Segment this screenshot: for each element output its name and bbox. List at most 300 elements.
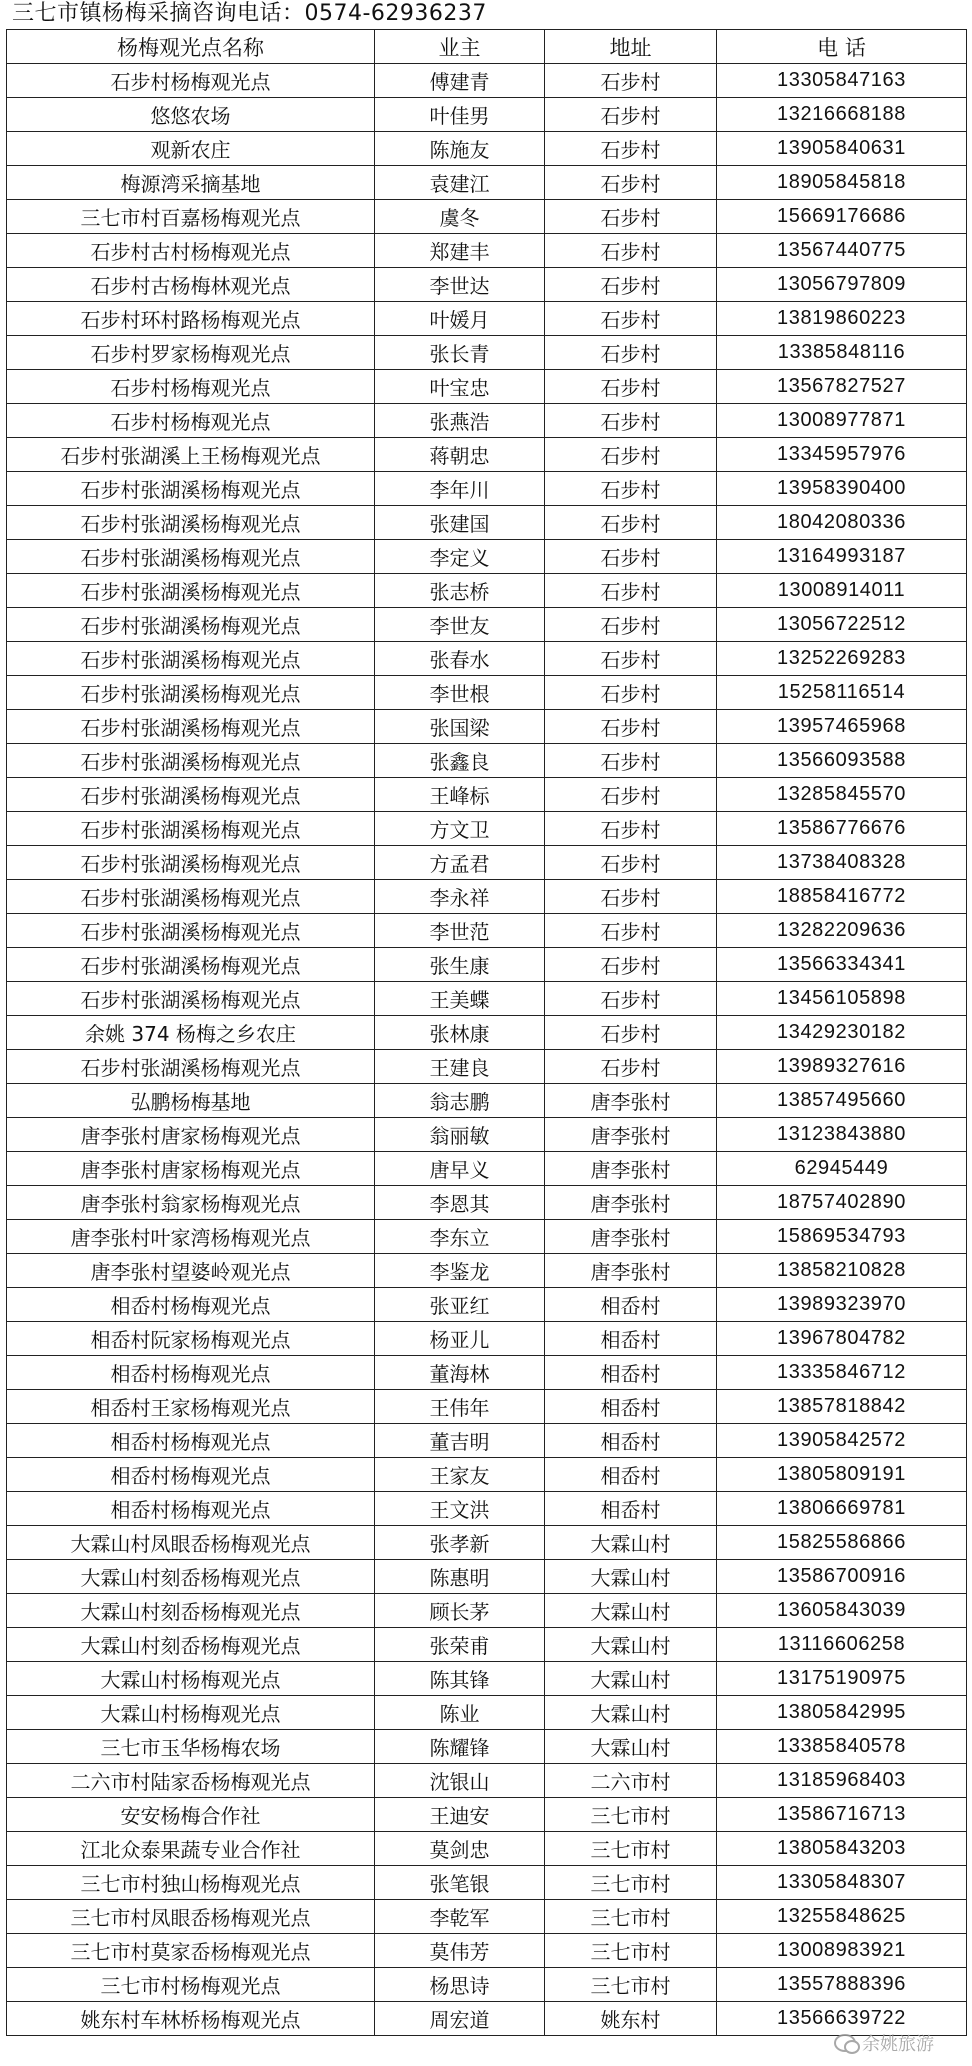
village-cell: 相岙村 — [545, 1390, 717, 1424]
phone-cell: 13857495660 — [717, 1084, 967, 1118]
village-cell: 石步村 — [545, 778, 717, 812]
spot-name-cell: 相岙村杨梅观光点 — [7, 1288, 375, 1322]
owner-name-cell: 张生康 — [375, 948, 545, 982]
phone-cell: 13958390400 — [717, 472, 967, 506]
spot-name-cell: 石步村张湖溪杨梅观光点 — [7, 472, 375, 506]
owner-name-cell: 蒋朝忠 — [375, 438, 545, 472]
village-cell: 石步村 — [545, 540, 717, 574]
table-row — [7, 1458, 967, 1492]
phone-cell: 13252269283 — [717, 642, 967, 676]
spot-name-cell: 相岙村阮家杨梅观光点 — [7, 1322, 375, 1356]
table-row — [7, 1288, 967, 1322]
village-cell: 石步村 — [545, 268, 717, 302]
village-cell: 大霖山村 — [545, 1730, 717, 1764]
spot-name-cell: 唐李张村翁家杨梅观光点 — [7, 1186, 375, 1220]
village-cell: 石步村 — [545, 166, 717, 200]
spot-name-cell: 石步村张湖溪杨梅观光点 — [7, 506, 375, 540]
spot-name-cell: 石步村张湖溪杨梅观光点 — [7, 574, 375, 608]
village-cell: 姚东村 — [545, 2002, 717, 2036]
table-row — [7, 1322, 967, 1356]
spot-name-cell: 弘鹏杨梅基地 — [7, 1084, 375, 1118]
owner-name-cell: 陈施友 — [375, 132, 545, 166]
phone-cell: 15669176686 — [717, 200, 967, 234]
spot-name-cell: 姚东村车林桥杨梅观光点 — [7, 2002, 375, 2036]
table-row — [7, 404, 967, 438]
contact-table — [6, 29, 967, 2036]
owner-name-cell: 杨思诗 — [375, 1968, 545, 2002]
owner-name-cell: 王伟年 — [375, 1390, 545, 1424]
village-cell: 三七市村 — [545, 1968, 717, 2002]
spot-name-cell: 大霖山村刻岙杨梅观光点 — [7, 1594, 375, 1628]
table-row — [7, 1968, 967, 2002]
phone-cell: 13285845570 — [717, 778, 967, 812]
phone-cell: 13282209636 — [717, 914, 967, 948]
phone-cell: 13567827527 — [717, 370, 967, 404]
phone-cell: 13586716713 — [717, 1798, 967, 1832]
village-cell: 三七市村 — [545, 1900, 717, 1934]
owner-name-cell: 李世根 — [375, 676, 545, 710]
table-row — [7, 1356, 967, 1390]
table-row — [7, 1084, 967, 1118]
table-row — [7, 336, 967, 370]
village-cell: 石步村 — [545, 914, 717, 948]
owner-name-cell: 张亚红 — [375, 1288, 545, 1322]
spot-name-cell: 三七市村百嘉杨梅观光点 — [7, 200, 375, 234]
phone-cell: 13857818842 — [717, 1390, 967, 1424]
table-row — [7, 880, 967, 914]
owner-name-cell: 叶佳男 — [375, 98, 545, 132]
village-cell: 唐李张村 — [545, 1220, 717, 1254]
owner-name-cell: 唐早义 — [375, 1152, 545, 1186]
village-cell: 相岙村 — [545, 1288, 717, 1322]
table-row — [7, 1730, 967, 1764]
spot-name-cell: 相岙村王家杨梅观光点 — [7, 1390, 375, 1424]
village-cell: 石步村 — [545, 336, 717, 370]
phone-cell: 13967804782 — [717, 1322, 967, 1356]
phone-cell: 13456105898 — [717, 982, 967, 1016]
phone-cell: 18858416772 — [717, 880, 967, 914]
phone-cell: 13566093588 — [717, 744, 967, 778]
table-row — [7, 1764, 967, 1798]
village-cell: 石步村 — [545, 676, 717, 710]
owner-name-cell: 张燕浩 — [375, 404, 545, 438]
village-cell: 石步村 — [545, 880, 717, 914]
table-row — [7, 676, 967, 710]
table-row — [7, 166, 967, 200]
table-row — [7, 914, 967, 948]
phone-cell: 18905845818 — [717, 166, 967, 200]
table-row — [7, 574, 967, 608]
spot-name-cell: 石步村张湖溪杨梅观光点 — [7, 880, 375, 914]
owner-name-cell: 李永祥 — [375, 880, 545, 914]
spot-name-cell: 观新农庄 — [7, 132, 375, 166]
spot-name-cell: 石步村古村杨梅观光点 — [7, 234, 375, 268]
owner-name-cell: 李世友 — [375, 608, 545, 642]
village-cell: 唐李张村 — [545, 1084, 717, 1118]
phone-cell: 13164993187 — [717, 540, 967, 574]
table-row — [7, 472, 967, 506]
watermark — [834, 2030, 934, 2056]
village-cell: 石步村 — [545, 200, 717, 234]
owner-name-cell: 莫伟芳 — [375, 1934, 545, 1968]
owner-name-cell: 叶媛月 — [375, 302, 545, 336]
spot-name-cell: 石步村张湖溪杨梅观光点 — [7, 846, 375, 880]
spot-name-cell: 石步村杨梅观光点 — [7, 370, 375, 404]
village-cell: 唐李张村 — [545, 1118, 717, 1152]
owner-name-cell: 李东立 — [375, 1220, 545, 1254]
table-row — [7, 1254, 967, 1288]
spot-name-cell: 石步村张湖溪杨梅观光点 — [7, 608, 375, 642]
owner-name-cell: 陈惠明 — [375, 1560, 545, 1594]
phone-cell: 13557888396 — [717, 1968, 967, 2002]
phone-cell: 13989323970 — [717, 1288, 967, 1322]
spot-name-cell: 唐李张村叶家湾杨梅观光点 — [7, 1220, 375, 1254]
owner-name-cell: 董吉明 — [375, 1424, 545, 1458]
table-row — [7, 1390, 967, 1424]
phone-cell: 13805809191 — [717, 1458, 967, 1492]
phone-cell: 13175190975 — [717, 1662, 967, 1696]
village-cell: 相岙村 — [545, 1458, 717, 1492]
spot-name-cell: 江北众泰果蔬专业合作社 — [7, 1832, 375, 1866]
owner-name-cell: 翁志鹏 — [375, 1084, 545, 1118]
village-cell: 石步村 — [545, 404, 717, 438]
phone-cell: 15869534793 — [717, 1220, 967, 1254]
spot-name-cell: 悠悠农场 — [7, 98, 375, 132]
phone-cell: 13056722512 — [717, 608, 967, 642]
village-cell: 唐李张村 — [545, 1254, 717, 1288]
spot-name-cell: 三七市村莫家岙杨梅观光点 — [7, 1934, 375, 1968]
spot-name-cell: 石步村张湖溪杨梅观光点 — [7, 982, 375, 1016]
village-cell: 石步村 — [545, 1016, 717, 1050]
phone-cell: 13989327616 — [717, 1050, 967, 1084]
table-row — [7, 812, 967, 846]
phone-cell: 13567440775 — [717, 234, 967, 268]
spot-name-cell: 大霖山村凤眼岙杨梅观光点 — [7, 1526, 375, 1560]
village-cell: 石步村 — [545, 744, 717, 778]
owner-name-cell: 李世达 — [375, 268, 545, 302]
phone-cell: 13116606258 — [717, 1628, 967, 1662]
village-cell: 大霖山村 — [545, 1526, 717, 1560]
phone-cell: 13429230182 — [717, 1016, 967, 1050]
owner-name-cell: 张建国 — [375, 506, 545, 540]
village-cell: 二六市村 — [545, 1764, 717, 1798]
village-cell: 石步村 — [545, 98, 717, 132]
table-row — [7, 1118, 967, 1152]
spot-name-cell: 二六市村陆家岙杨梅观光点 — [7, 1764, 375, 1798]
phone-cell: 13957465968 — [717, 710, 967, 744]
owner-name-cell: 李世范 — [375, 914, 545, 948]
table-row — [7, 2002, 967, 2036]
phone-cell: 62945449 — [717, 1152, 967, 1186]
phone-cell: 13385840578 — [717, 1730, 967, 1764]
village-cell: 石步村 — [545, 234, 717, 268]
header-name: 杨梅观光点名称 — [7, 30, 375, 64]
village-cell: 大霖山村 — [545, 1696, 717, 1730]
table-header-row — [7, 30, 967, 64]
owner-name-cell: 张笔银 — [375, 1866, 545, 1900]
spot-name-cell: 石步村杨梅观光点 — [7, 404, 375, 438]
phone-cell: 13566639722 — [717, 2002, 967, 2036]
village-cell: 石步村 — [545, 438, 717, 472]
spot-name-cell: 唐李张村唐家杨梅观光点 — [7, 1118, 375, 1152]
phone-cell: 13586700916 — [717, 1560, 967, 1594]
phone-cell: 13738408328 — [717, 846, 967, 880]
table-row — [7, 200, 967, 234]
table-row — [7, 744, 967, 778]
owner-name-cell: 王文洪 — [375, 1492, 545, 1526]
spot-name-cell: 相岙村杨梅观光点 — [7, 1424, 375, 1458]
owner-name-cell: 张春水 — [375, 642, 545, 676]
spot-name-cell: 余姚 374 杨梅之乡农庄 — [7, 1016, 375, 1050]
spot-name-cell: 石步村张湖溪杨梅观光点 — [7, 778, 375, 812]
phone-cell: 13008983921 — [717, 1934, 967, 1968]
spot-name-cell: 大霖山村刻岙杨梅观光点 — [7, 1560, 375, 1594]
owner-name-cell: 方孟君 — [375, 846, 545, 880]
spot-name-cell: 石步村罗家杨梅观光点 — [7, 336, 375, 370]
table-row — [7, 778, 967, 812]
spot-name-cell: 石步村张湖溪杨梅观光点 — [7, 948, 375, 982]
owner-name-cell: 张国梁 — [375, 710, 545, 744]
phone-cell: 13566334341 — [717, 948, 967, 982]
village-cell: 唐李张村 — [545, 1152, 717, 1186]
spot-name-cell: 相岙村杨梅观光点 — [7, 1492, 375, 1526]
table-row — [7, 234, 967, 268]
owner-name-cell: 李定义 — [375, 540, 545, 574]
table-row — [7, 1050, 967, 1084]
phone-cell: 13819860223 — [717, 302, 967, 336]
phone-cell: 13805843203 — [717, 1832, 967, 1866]
table-row — [7, 1866, 967, 1900]
spot-name-cell: 安安杨梅合作社 — [7, 1798, 375, 1832]
phone-cell: 13008914011 — [717, 574, 967, 608]
owner-name-cell: 陈业 — [375, 1696, 545, 1730]
owner-name-cell: 傅建青 — [375, 64, 545, 98]
owner-name-cell: 李年川 — [375, 472, 545, 506]
village-cell: 大霖山村 — [545, 1594, 717, 1628]
table-row — [7, 1594, 967, 1628]
table-row — [7, 1186, 967, 1220]
owner-name-cell: 陈耀锋 — [375, 1730, 545, 1764]
village-cell: 石步村 — [545, 982, 717, 1016]
table-row — [7, 98, 967, 132]
village-cell: 相岙村 — [545, 1492, 717, 1526]
spot-name-cell: 石步村张湖溪杨梅观光点 — [7, 744, 375, 778]
owner-name-cell: 王美蝶 — [375, 982, 545, 1016]
village-cell: 相岙村 — [545, 1424, 717, 1458]
village-cell: 三七市村 — [545, 1798, 717, 1832]
table-row — [7, 438, 967, 472]
owner-name-cell: 杨亚儿 — [375, 1322, 545, 1356]
spot-name-cell: 石步村张湖溪杨梅观光点 — [7, 1050, 375, 1084]
owner-name-cell: 李乾军 — [375, 1900, 545, 1934]
village-cell: 石步村 — [545, 1050, 717, 1084]
table-row — [7, 302, 967, 336]
header-address: 地址 — [545, 30, 717, 64]
village-cell: 石步村 — [545, 302, 717, 336]
phone-cell: 18042080336 — [717, 506, 967, 540]
table-row — [7, 1934, 967, 1968]
spot-name-cell: 石步村张湖溪杨梅观光点 — [7, 914, 375, 948]
table-row — [7, 608, 967, 642]
table-row — [7, 64, 967, 98]
spot-name-cell: 石步村杨梅观光点 — [7, 64, 375, 98]
phone-cell: 13605843039 — [717, 1594, 967, 1628]
owner-name-cell: 翁丽敏 — [375, 1118, 545, 1152]
table-row — [7, 1662, 967, 1696]
header-phone: 电 话 — [717, 30, 967, 64]
wechat-icon — [834, 2034, 856, 2052]
owner-name-cell: 虞冬 — [375, 200, 545, 234]
village-cell: 石步村 — [545, 812, 717, 846]
table-row — [7, 1628, 967, 1662]
owner-name-cell: 张荣甫 — [375, 1628, 545, 1662]
village-cell: 石步村 — [545, 132, 717, 166]
village-cell: 相岙村 — [545, 1322, 717, 1356]
phone-cell: 13056797809 — [717, 268, 967, 302]
spot-name-cell: 相岙村杨梅观光点 — [7, 1356, 375, 1390]
owner-name-cell: 张志桥 — [375, 574, 545, 608]
owner-name-cell: 顾长茅 — [375, 1594, 545, 1628]
owner-name-cell: 方文卫 — [375, 812, 545, 846]
spot-name-cell: 石步村古杨梅林观光点 — [7, 268, 375, 302]
village-cell: 石步村 — [545, 642, 717, 676]
phone-cell: 13345957976 — [717, 438, 967, 472]
phone-cell: 13305848307 — [717, 1866, 967, 1900]
phone-cell: 13123843880 — [717, 1118, 967, 1152]
header-owner: 业主 — [375, 30, 545, 64]
phone-cell: 13905840631 — [717, 132, 967, 166]
phone-cell: 18757402890 — [717, 1186, 967, 1220]
owner-name-cell: 王峰标 — [375, 778, 545, 812]
table-row — [7, 1152, 967, 1186]
spot-name-cell: 大霖山村杨梅观光点 — [7, 1662, 375, 1696]
owner-name-cell: 沈银山 — [375, 1764, 545, 1798]
village-cell: 石步村 — [545, 370, 717, 404]
village-cell: 石步村 — [545, 506, 717, 540]
phone-cell: 13385848116 — [717, 336, 967, 370]
watermark-text: 余姚旅游 — [862, 2034, 934, 2055]
owner-name-cell: 董海林 — [375, 1356, 545, 1390]
spot-name-cell: 三七市村独山杨梅观光点 — [7, 1866, 375, 1900]
owner-name-cell: 陈其锋 — [375, 1662, 545, 1696]
table-row — [7, 370, 967, 404]
owner-name-cell: 莫剑忠 — [375, 1832, 545, 1866]
owner-name-cell: 王建良 — [375, 1050, 545, 1084]
table-row — [7, 1696, 967, 1730]
table-row — [7, 1798, 967, 1832]
phone-cell: 13305847163 — [717, 64, 967, 98]
village-cell: 石步村 — [545, 574, 717, 608]
table-row — [7, 846, 967, 880]
phone-cell: 13806669781 — [717, 1492, 967, 1526]
spot-name-cell: 大霖山村刻岙杨梅观光点 — [7, 1628, 375, 1662]
phone-cell: 13805842995 — [717, 1696, 967, 1730]
village-cell: 石步村 — [545, 710, 717, 744]
spot-name-cell: 大霖山村杨梅观光点 — [7, 1696, 375, 1730]
phone-cell: 13858210828 — [717, 1254, 967, 1288]
spot-name-cell: 石步村张湖溪杨梅观光点 — [7, 812, 375, 846]
phone-cell: 13586776676 — [717, 812, 967, 846]
spot-name-cell: 唐李张村望婆岭观光点 — [7, 1254, 375, 1288]
owner-name-cell: 张鑫良 — [375, 744, 545, 778]
owner-name-cell: 王迪安 — [375, 1798, 545, 1832]
owner-name-cell: 李恩其 — [375, 1186, 545, 1220]
owner-name-cell: 张孝新 — [375, 1526, 545, 1560]
village-cell: 石步村 — [545, 64, 717, 98]
village-cell: 唐李张村 — [545, 1186, 717, 1220]
table-row — [7, 1832, 967, 1866]
spot-name-cell: 三七市村凤眼岙杨梅观光点 — [7, 1900, 375, 1934]
spot-name-cell: 石步村张湖溪杨梅观光点 — [7, 710, 375, 744]
table-row — [7, 1526, 967, 1560]
village-cell: 大霖山村 — [545, 1560, 717, 1594]
phone-cell: 15258116514 — [717, 676, 967, 710]
owner-name-cell: 张林康 — [375, 1016, 545, 1050]
table-row — [7, 506, 967, 540]
table-row — [7, 1424, 967, 1458]
phone-cell: 13216668188 — [717, 98, 967, 132]
spot-name-cell: 石步村张湖溪杨梅观光点 — [7, 642, 375, 676]
owner-name-cell: 郑建丰 — [375, 234, 545, 268]
owner-name-cell: 袁建江 — [375, 166, 545, 200]
spot-name-cell: 相岙村杨梅观光点 — [7, 1458, 375, 1492]
owner-name-cell: 周宏道 — [375, 2002, 545, 2036]
owner-name-cell: 王家友 — [375, 1458, 545, 1492]
village-cell: 大霖山村 — [545, 1662, 717, 1696]
village-cell: 石步村 — [545, 846, 717, 880]
table-row — [7, 948, 967, 982]
phone-cell: 13008977871 — [717, 404, 967, 438]
table-row — [7, 268, 967, 302]
village-cell: 相岙村 — [545, 1356, 717, 1390]
table-row — [7, 1492, 967, 1526]
village-cell: 三七市村 — [545, 1866, 717, 1900]
table-row — [7, 1560, 967, 1594]
owner-name-cell: 叶宝忠 — [375, 370, 545, 404]
spot-name-cell: 梅源湾采摘基地 — [7, 166, 375, 200]
village-cell: 石步村 — [545, 948, 717, 982]
table-row — [7, 982, 967, 1016]
table-row — [7, 1220, 967, 1254]
table-row — [7, 710, 967, 744]
table-row — [7, 1016, 967, 1050]
spot-name-cell: 石步村张湖溪杨梅观光点 — [7, 540, 375, 574]
phone-cell: 13335846712 — [717, 1356, 967, 1390]
table-row — [7, 540, 967, 574]
spot-name-cell: 唐李张村唐家杨梅观光点 — [7, 1152, 375, 1186]
spot-name-cell: 石步村张湖溪上王杨梅观光点 — [7, 438, 375, 472]
village-cell: 石步村 — [545, 608, 717, 642]
page-title: 三七市镇杨梅采摘咨询电话：0574-62936237 — [12, 1, 487, 26]
village-cell: 大霖山村 — [545, 1628, 717, 1662]
phone-cell: 13255848625 — [717, 1900, 967, 1934]
phone-cell: 15825586866 — [717, 1526, 967, 1560]
village-cell: 三七市村 — [545, 1832, 717, 1866]
table-row — [7, 642, 967, 676]
spot-name-cell: 石步村张湖溪杨梅观光点 — [7, 676, 375, 710]
owner-name-cell: 李鉴龙 — [375, 1254, 545, 1288]
spot-name-cell: 三七市玉华杨梅农场 — [7, 1730, 375, 1764]
table-row — [7, 1900, 967, 1934]
phone-cell: 13185968403 — [717, 1764, 967, 1798]
spot-name-cell: 石步村环村路杨梅观光点 — [7, 302, 375, 336]
village-cell: 石步村 — [545, 472, 717, 506]
village-cell: 三七市村 — [545, 1934, 717, 1968]
table-row — [7, 132, 967, 166]
owner-name-cell: 张长青 — [375, 336, 545, 370]
phone-cell: 13905842572 — [717, 1424, 967, 1458]
spot-name-cell: 三七市村杨梅观光点 — [7, 1968, 375, 2002]
